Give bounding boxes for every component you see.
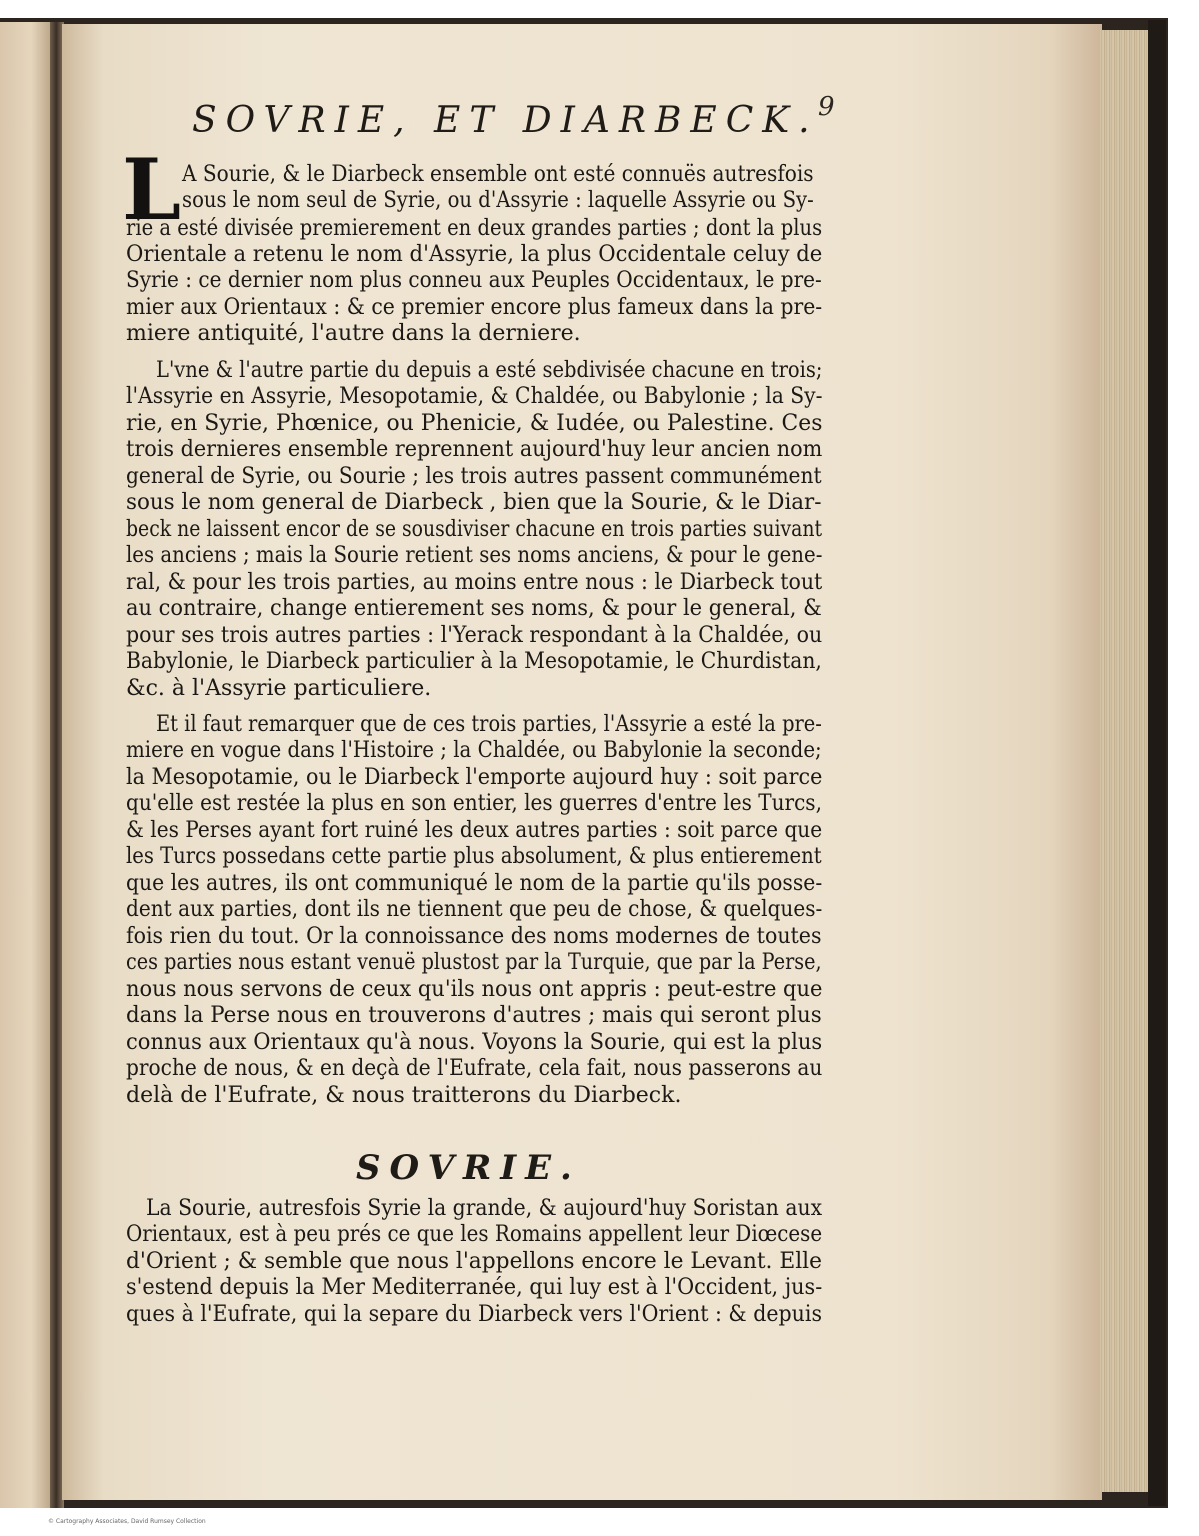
text-line: les anciens ; mais la Sourie retient ses noms anciens, & pour le gene- (126, 543, 823, 568)
text-line: connus aux Orientaux qu'à nous. Voyons la Sourie, qui est la plus (126, 1030, 823, 1055)
text-line: &c. à l'Assyrie particuliere. (126, 676, 432, 701)
text-line: les Turcs possedans cette partie plus absolument, & plus entierement (126, 844, 822, 869)
text-line: Orientale a retenu le nom d'Assyrie, la plus Occidentale celuy de (126, 242, 823, 267)
section-title: SOVRIE. (356, 1148, 581, 1188)
text-line: sous le nom seul de Syrie, ou d'Assyrie : laquelle Assyrie ou Sy- (182, 188, 814, 213)
text-line: Orientaux, est à peu prés ce que les Romains appellent leur Diœcese (126, 1222, 823, 1247)
text-line: proche de nous, & en deçà de l'Eufrate, cela fait, nous passerons au (126, 1056, 823, 1081)
cover-edge (1148, 20, 1166, 1506)
text-line: ques à l'Eufrate, qui la separe du Diarbeck vers l'Orient : & depuis (126, 1302, 822, 1327)
text-line: que les autres, ils ont communiqué le nom de la partie qu'ils posse- (126, 871, 823, 896)
text-line: s'estend depuis la Mer Mediterranée, qui luy est à l'Occident, jus- (126, 1275, 823, 1300)
text-line: delà de l'Eufrate, & nous traitterons du Diarbeck. (126, 1083, 682, 1108)
page-number: 9 (818, 92, 835, 122)
text-line: miere antiquité, l'autre dans la derniere. (126, 321, 581, 346)
text-line: Et il faut remarquer que de ces trois parties, l'Assyrie a esté la pre- (156, 712, 822, 737)
text-line: trois dernieres ensemble reprennent aujourd'huy leur ancien nom (126, 437, 823, 462)
text-line: La Sourie, autresfois Syrie la grande, & aujourd'huy Soristan aux (146, 1196, 823, 1221)
text-line: sous le nom general de Diarbeck , bien que la Sourie, & le Diar- (126, 490, 822, 515)
text-line: rie, en Syrie, Phœnice, ou Phenicie, & Iudée, ou Palestine. Ces (126, 411, 823, 436)
text-line: d'Orient ; & semble que nous l'appellons encore le Levant. Elle (126, 1249, 822, 1274)
text-line: Babylonie, le Diarbeck particulier à la Mesopotamie, le Churdistan, (126, 649, 822, 674)
text-line: nous nous servons de ceux qu'ils nous ont appris : peut-estre que (126, 977, 823, 1002)
text-line: pour ses trois autres parties : l'Yerack respondant à la Chaldée, ou (126, 623, 823, 648)
text-line: Syrie : ce dernier nom plus conneu aux Peuples Occidentaux, le pre- (126, 268, 822, 293)
text-line: ces parties nous estant venuë plustost par la Turquie, que par la Perse, (126, 950, 822, 975)
text-line: ral, & pour les trois parties, au moins entre nous : le Diarbeck tout (126, 570, 823, 595)
copyright-credit: © Cartography Associates, David Rumsey Collection (48, 1518, 206, 1525)
drop-cap: L (122, 140, 182, 239)
text-line: L'vne & l'autre partie du depuis a esté sebdivisée chacune en trois; (156, 358, 823, 383)
text-line: miere en vogue dans l'Histoire ; la Chaldée, ou Babylonie la seconde; (126, 738, 822, 763)
text-line: mier aux Orientaux : & ce premier encore plus fameux dans la pre- (126, 295, 823, 320)
text-line: & les Perses ayant fort ruiné les deux autres parties : soit parce que (126, 818, 823, 843)
text-line: dans la Perse nous en trouverons d'autres ; mais qui seront plus (126, 1003, 822, 1028)
text-line: rie a esté divisée premierement en deux grandes parties ; dont la plus (126, 216, 823, 241)
text-line: fois rien du tout. Or la connoissance des noms modernes de toutes (126, 924, 822, 949)
text-line: general de Syrie, ou Sourie ; les trois autres passent communément (126, 464, 822, 489)
text-line: l'Assyrie en Assyrie, Mesopotamie, & Chaldée, ou Babylonie ; la Sy- (126, 384, 823, 409)
chapter-title: SOVRIE, ET DIARBECK. (192, 100, 819, 141)
page-edges (1100, 30, 1150, 1492)
text-line: A Sourie, & le Diarbeck ensemble ont esté connuës autresfois (182, 162, 814, 187)
text-line: beck ne laissent encor de se sousdiviser chacune en trois parties suivant (126, 517, 823, 542)
text-line: la Mesopotamie, ou le Diarbeck l'emporte aujourd huy : soit parce (126, 765, 823, 790)
text-line: dent aux parties, dont ils ne tiennent que peu de chose, & quelques- (126, 897, 823, 922)
text-line: qu'elle est restée la plus en son entier, les guerres d'entre les Turcs, (126, 791, 822, 816)
text-line: au contraire, change entierement ses noms, & pour le general, & (126, 596, 822, 621)
left-page-edge (0, 22, 52, 1508)
